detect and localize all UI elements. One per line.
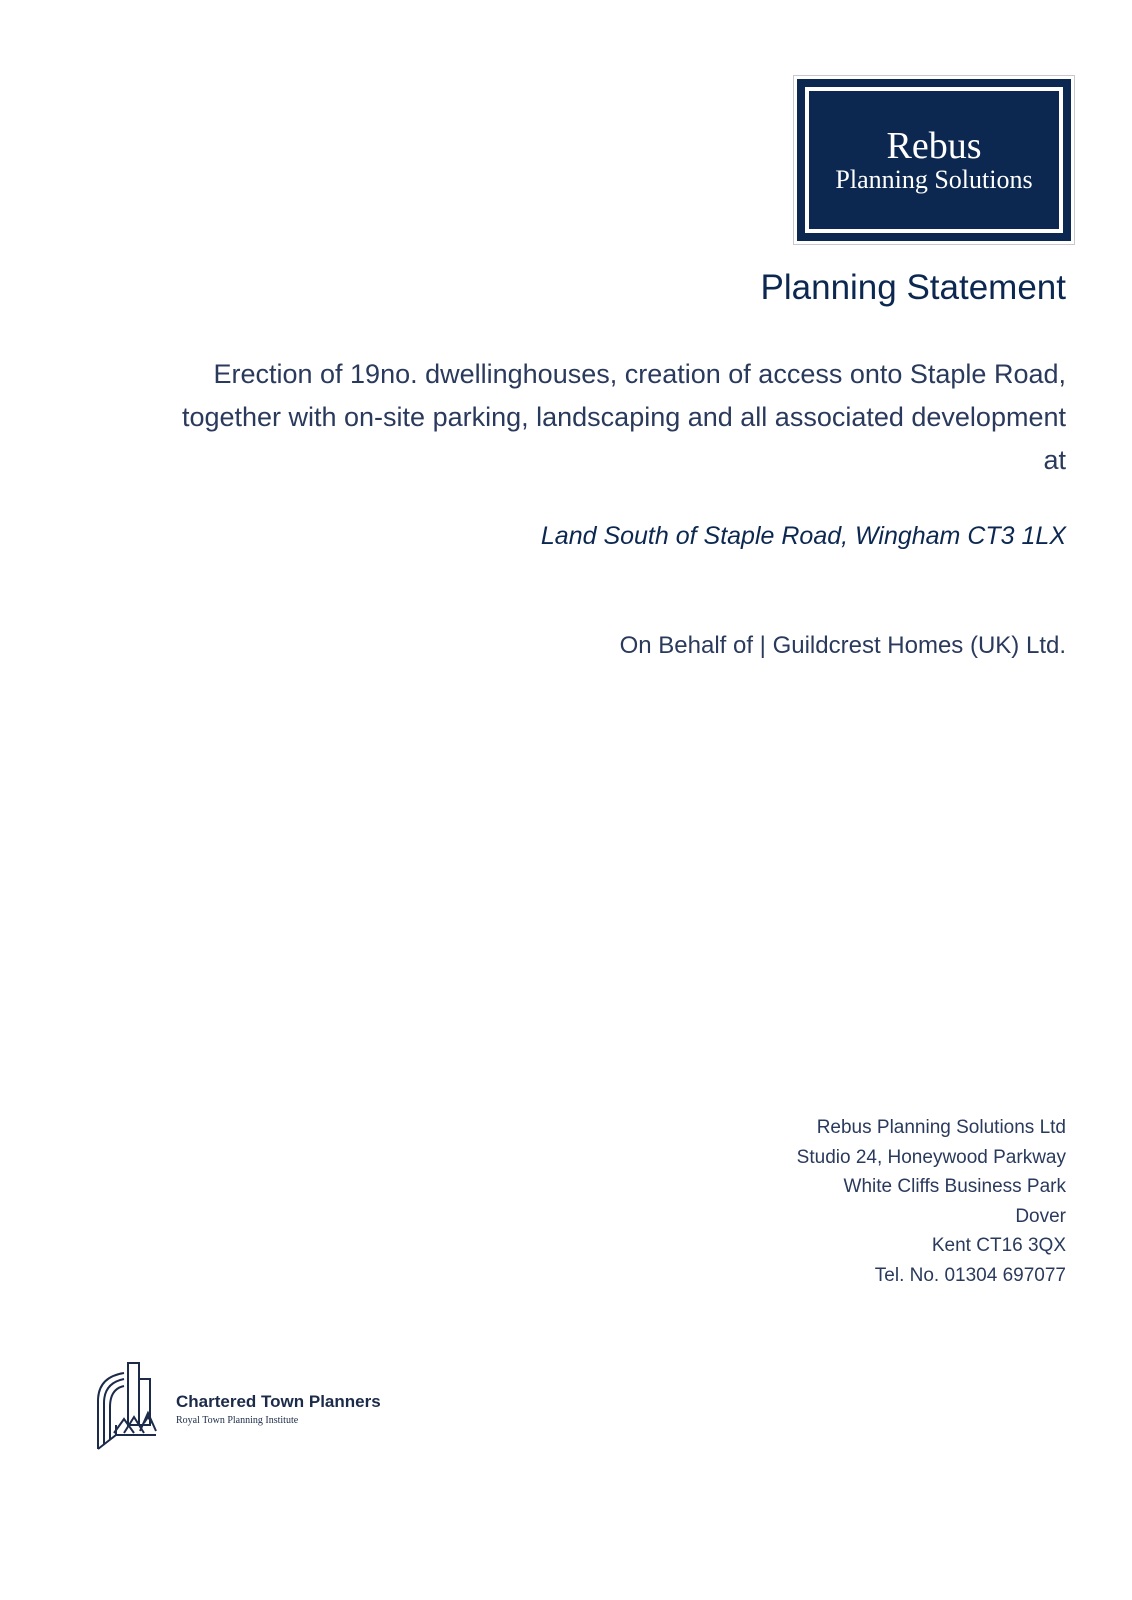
site-address: Land South of Staple Road, Wingham CT3 1LX [540, 522, 1066, 550]
address-line: White Cliffs Business Park [843, 1176, 1066, 1197]
rtpi-subtitle: Royal Town Planning Institute [176, 1415, 299, 1426]
description-line: Erection of 19no. dwellinghouses, creation of access onto Staple Road, [213, 359, 1066, 389]
logo-subtitle: Planning Solutions [835, 165, 1033, 194]
document-title: Planning Statement [760, 268, 1066, 307]
description-line: at [1043, 445, 1066, 475]
description-line: together with on-site parking, landscaping and all associated development [181, 402, 1066, 432]
address-line: Kent CT16 3QX [931, 1235, 1066, 1256]
development-description [106, 353, 1066, 482]
on-behalf-of: On Behalf of | Guildcrest Homes (UK) Ltd. [619, 632, 1066, 659]
company-address [797, 1113, 1066, 1290]
address-line: Studio 24, Honeywood Parkway [796, 1146, 1066, 1168]
company-logo [793, 75, 1075, 245]
rtpi-title: Chartered Town Planners [176, 1392, 381, 1411]
rtpi-buildings-icon [94, 1361, 162, 1451]
rtpi-badge [94, 1361, 381, 1451]
address-line: Dover [1015, 1205, 1066, 1227]
address-line: Rebus Planning Solutions Ltd [816, 1117, 1066, 1138]
address-line: Tel. No. 01304 697077 [874, 1264, 1066, 1286]
logo-name: Rebus [886, 125, 982, 167]
